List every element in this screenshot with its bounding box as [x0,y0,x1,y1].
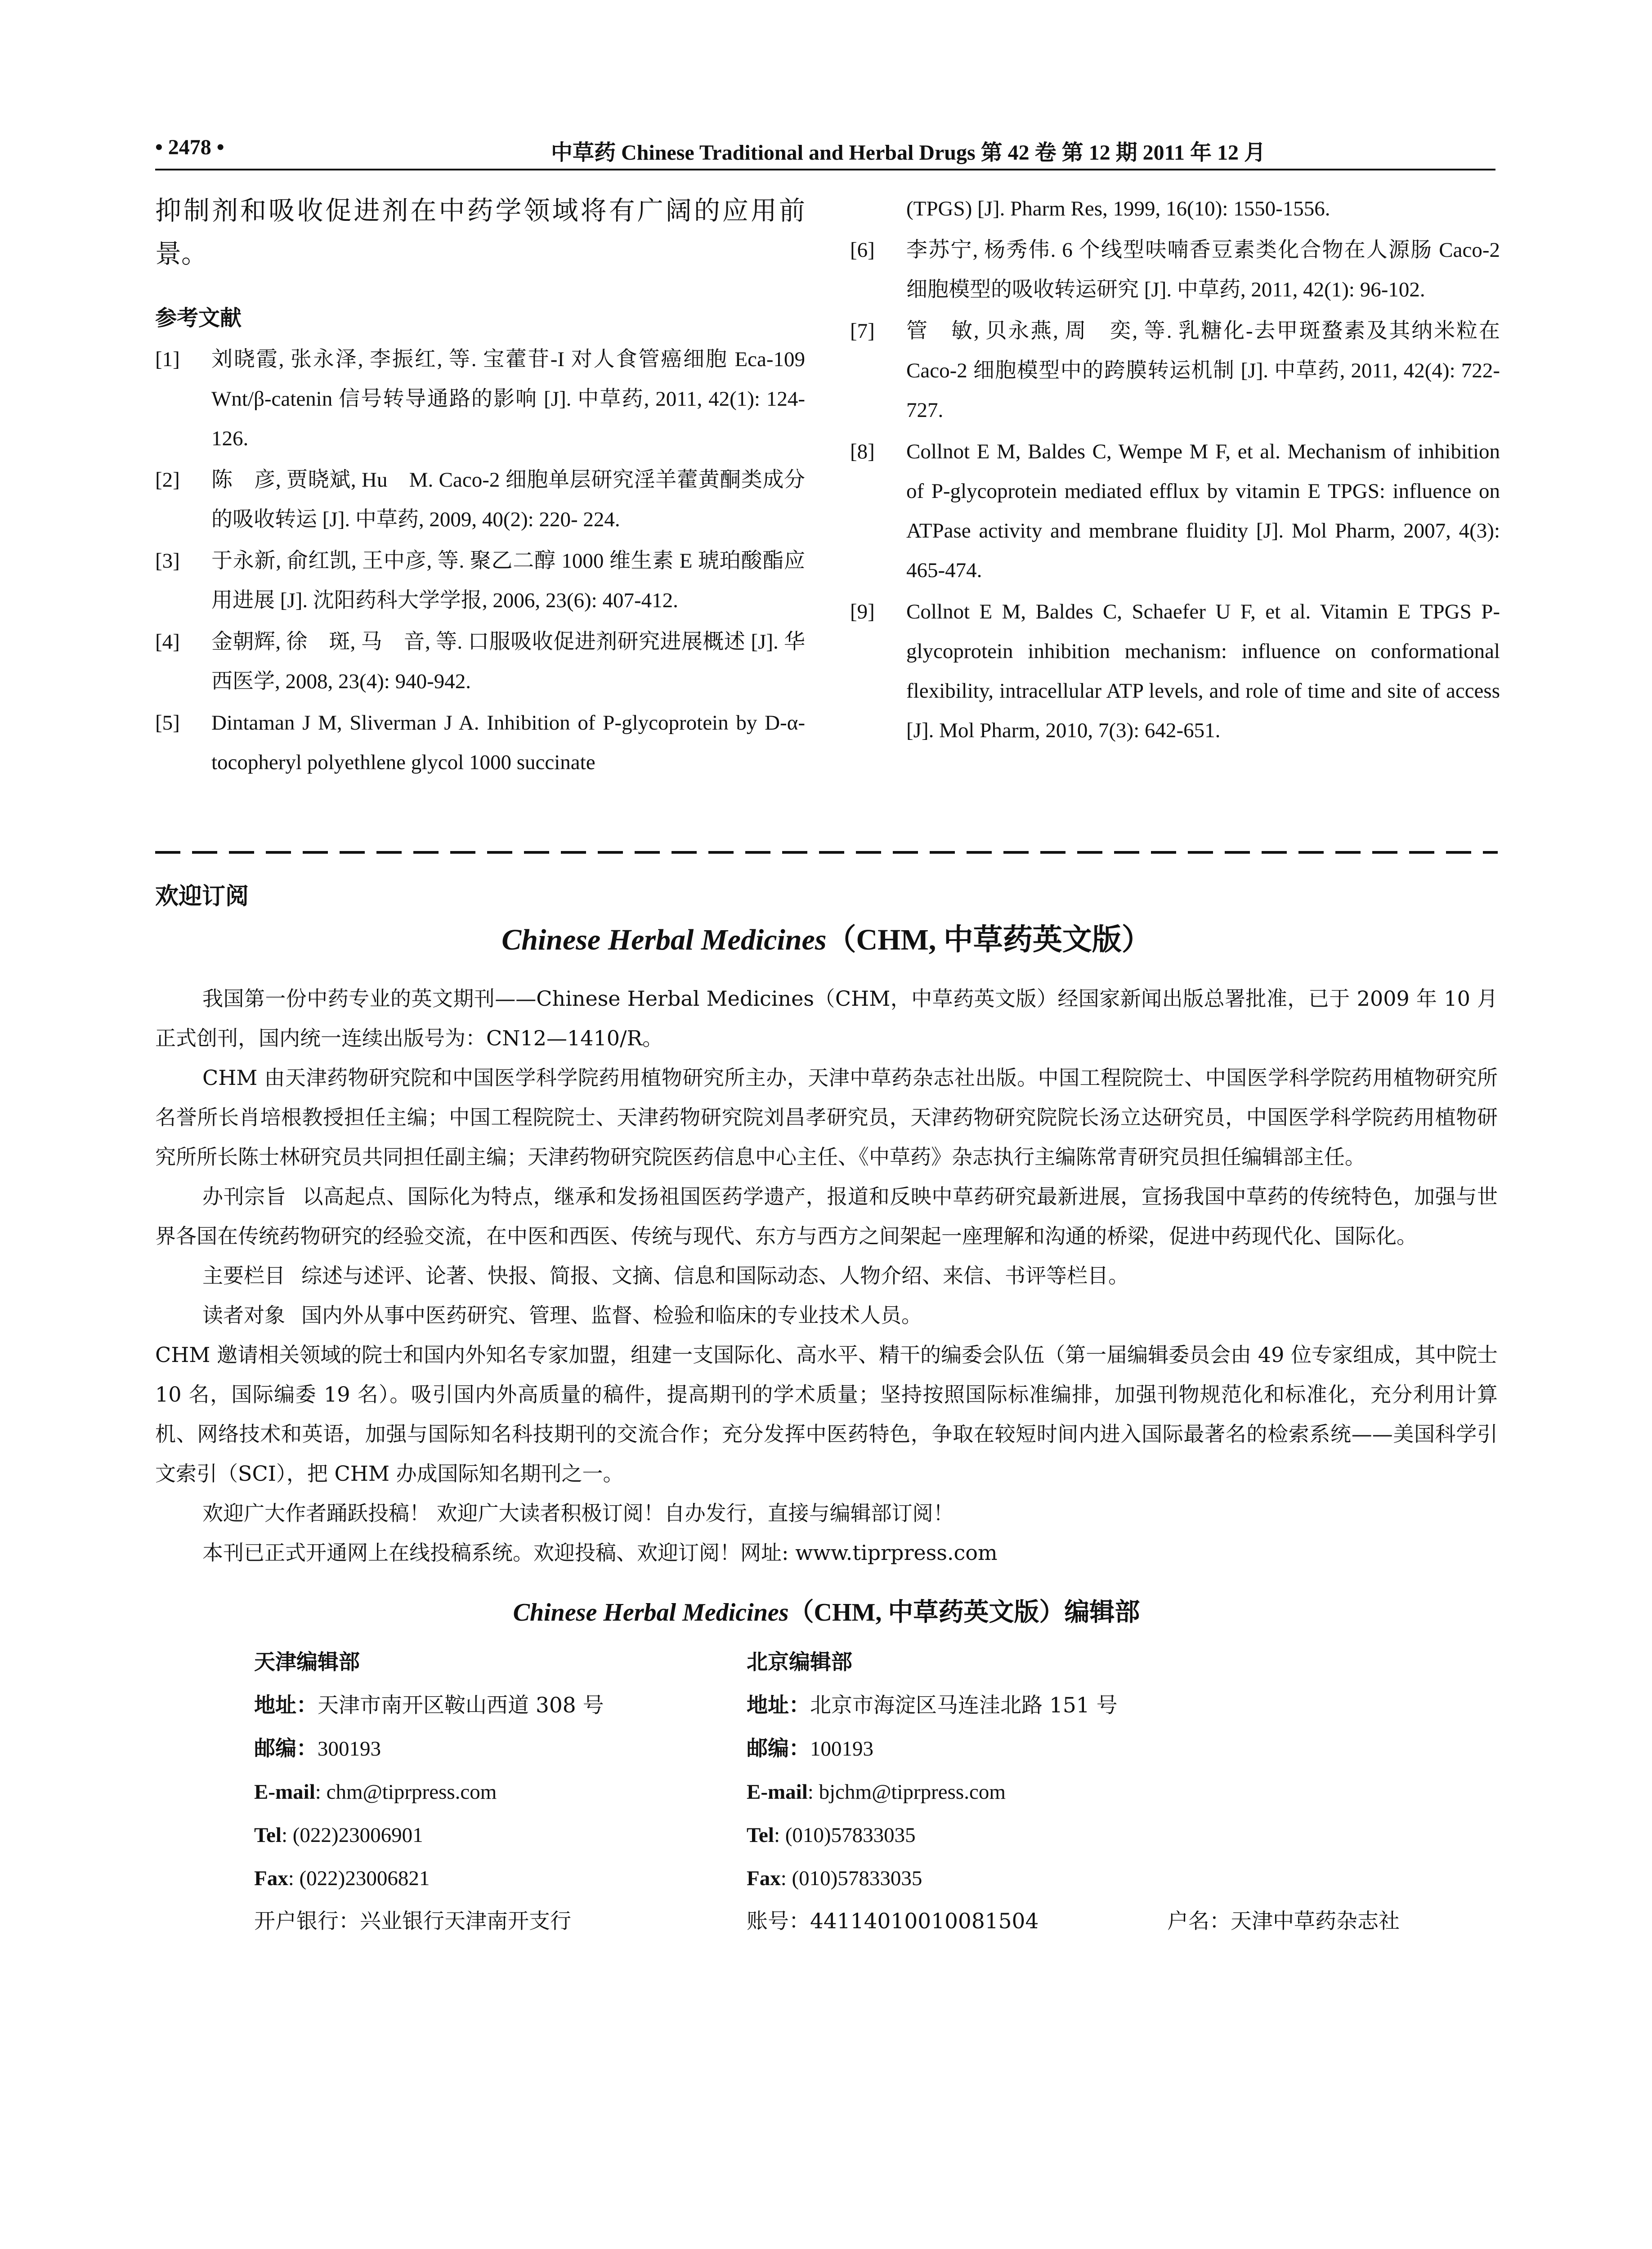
notice-paragraph [155,1058,1498,1177]
reference-text: Collnot E M, Baldes C, Schaefer U F, et al. Vitamin E TPGS P-glycoprotein inhibition mechanism: influence on conformational flexibility, intracellular ATP levels, and role of time and site of access [J]. Mol Pharm, 2010, 7(3): 642-651. [906,600,1500,742]
tianjin-email[interactable]: : chm@tiprpress.com [315,1780,497,1804]
reference-continuation-text: (TPGS) [J]. Pharm Res, 1999, 16(10): 1550-1556. [906,197,1330,220]
reference-item [155,703,805,782]
subscription-notice [155,877,1498,1956]
notice-paragraph-text: 我国第一份中药专业的英文期刊——Chinese Herbal Medicines（CHM，中草药英文版）经国家新闻出版总署批准，已于 2009 年 10 月正式创刊，国内统一连续出版号为：CN12—1410/R。 [155,986,1498,1050]
reference-number: [8] [850,440,875,463]
tianjin-fax: : (022)23006821 [288,1867,430,1890]
reference-item [155,460,805,539]
notice-paragraph [155,1295,1498,1335]
tianjin-tel: : (022)23006901 [281,1823,423,1847]
postcode-label: 邮编： [747,1736,810,1761]
notice-paragraph-text: 本刊已正式开通网上在线投稿系统。欢迎投稿、欢迎订阅！网址: www.tiprpress.com [202,1541,998,1565]
page-number: • 2478 • [155,135,224,159]
reference-number: [9] [850,600,875,623]
contact-block [155,1641,1498,1956]
header-rule [155,169,1495,170]
notice-title [155,915,1498,958]
bank-line [254,1900,1400,1943]
left-column [155,189,805,784]
fax-label: Fax [747,1867,781,1890]
notice-paragraph-text: 以高起点、国际化为特点，继承和发扬祖国医药学遗产，报道和反映中草药研究最新进展，宣扬我国中草药的传统特色，加强与世界各国在传统药物研究的经验交流，在中医和西医、传统与现代、东方与西方之间架起一座理解和沟通的桥梁，促进中药现代化、国际化。 [155,1184,1498,1248]
postcode-label: 邮编： [254,1736,318,1761]
notice-paragraph [155,979,1498,1058]
welcome-heading: 欢迎订阅 [155,883,249,910]
account-holder: 天津中草药杂志社 [1231,1909,1400,1934]
reference-item [850,592,1500,750]
notice-paragraph-text: 欢迎广大作者踊跃投稿！ 欢迎广大读者积极订阅！自办发行，直接与编辑部订阅！ [202,1501,954,1525]
references-heading: 参考文献 [155,305,242,331]
bank-name: 兴业银行天津南开支行 [360,1909,571,1934]
reference-text: 管 敏, 贝永燕, 周 奕, 等. 乳糖化-去甲斑蝥素及其纳米粒在 Caco-2 细胞模型中的跨膜转运机制 [J]. 中草药, 2011, 42(4): 722-727. [906,319,1500,422]
email-label: E-mail [747,1780,808,1804]
reference-text: Dintaman J M, Sliverman J A. Inhibition of P-glycoprotein by D-α-tocopheryl polyethlene glycol 1000 succinate [211,711,805,774]
email-label: E-mail [254,1780,315,1804]
notice-paragraph [155,1335,1498,1493]
beijing-fax: : (010)57833035 [780,1867,922,1890]
reference-number: [2] [155,468,180,492]
holder-label: 户名： [1167,1909,1231,1934]
tianjin-postcode: 300193 [318,1737,381,1761]
notice-paragraph [155,1256,1498,1295]
tianjin-office [254,1641,604,1900]
reference-item [850,230,1500,309]
beijing-tel: : (010)57833035 [774,1823,916,1847]
beijing-office [747,1641,1118,1900]
journal-title: 中草药 Chinese Traditional and Herbal Drugs 第 42 卷 第 12 期 2011 年 12 月 [551,141,1266,165]
beijing-email[interactable]: : bjchm@tiprpress.com [807,1780,1006,1804]
office-title-chinese: （CHM, 中草药英文版）编辑部 [788,1599,1140,1626]
reference-item [155,622,805,701]
reference-text: 刘晓霞, 张永泽, 李振红, 等. 宝藿苷-I 对人食管癌细胞 Eca-109 Wnt/β-catenin 信号转导通路的影响 [J]. 中草药, 2011, 42(1): 124-126. [211,348,805,450]
reference-number: [7] [850,319,875,343]
account-label: 账号： [747,1909,810,1934]
reference-item [850,432,1500,590]
notice-title-chinese: （CHM, 中草药英文版） [826,923,1151,956]
office-title [155,1592,1498,1628]
beijing-office-name: 北京编辑部 [747,1650,852,1675]
tel-label: Tel [254,1823,282,1847]
right-column [850,189,1500,752]
reference-text: Collnot E M, Baldes C, Wempe M F, et al. Mechanism of inhibition of P-glycoprotein mediated efflux by vitamin E TPGS: influence on ATPase activity and membrane fluidity [J]. Mol Pharm, 2007, 4(3): 465-474. [906,440,1500,582]
notice-paragraph [155,1493,1498,1533]
notice-paragraph-text: CHM 邀请相关领域的院士和国内外知名专家加盟，组建一支国际化、高水平、精干的编委会队伍（第一届编辑委员会由 49 位专家组成，其中院士 10 名，国际编委 19 名）。吸引国内外高质量的稿件，提高期刊的学术质量；坚持按照国际标准编排，加强刊物规范化和标准化，充分利用计算机、网络技术和英语，加强与国际知名科技期刊的交流合作；充分发挥中医药特色，争取在较短时间内进入国际最著名的检索系统——美国科学引文索引（SCI），把 CHM 办成国际知名期刊之一。 [155,1343,1498,1486]
paragraph-label: 读者对象 [202,1303,285,1327]
notice-paragraph-text: 综述与述评、论著、快报、简报、文摘、信息和国际动态、人物介绍、来信、书评等栏目。 [301,1263,1129,1288]
beijing-address: 北京市海淀区马连洼北路 151 号 [810,1693,1118,1718]
reference-list-left [155,340,805,782]
reference-item [155,340,805,458]
reference-continuation [850,189,1500,228]
running-header [155,130,1495,166]
reference-number: [5] [155,711,180,735]
address-label: 地址： [747,1693,810,1718]
reference-text: 于永新, 俞红凯, 王中彦, 等. 聚乙二醇 1000 维生素 E 琥珀酸酯应用进展 [J]. 沈阳药科大学学报, 2006, 23(6): 407-412. [211,549,805,612]
fax-label: Fax [254,1867,288,1890]
bank-label: 开户银行： [254,1909,360,1934]
notice-paragraph-text: 国内外从事中医药研究、管理、监督、检验和临床的专业技术人员。 [301,1303,922,1327]
address-label: 地址： [254,1693,318,1718]
dashed-separator [155,851,1498,854]
reference-text: 金朝辉, 徐 斑, 马 音, 等. 口服吸收促进剂研究进展概述 [J]. 华西医学, 2008, 23(4): 940-942. [211,630,805,693]
paragraph-label: 主要栏目 [202,1263,285,1288]
tel-label: Tel [747,1823,774,1847]
notice-title-english: Chinese Herbal Medicines [501,923,827,956]
reference-text: 李苏宁, 杨秀伟. 6 个线型呋喃香豆素类化合物在人源肠 Caco-2 细胞模型的吸收转运研究 [J]. 中草药, 2011, 42(1): 96-102. [906,238,1500,301]
reference-number: [6] [850,238,875,262]
notice-paragraph [155,1177,1498,1256]
paragraph-label: 办刊宗旨 [202,1184,287,1209]
beijing-postcode: 100193 [810,1737,873,1761]
reference-number: [1] [155,348,180,371]
reference-number: [3] [155,549,180,573]
notice-paragraph-text: CHM 由天津药物研究院和中国医学科学院药用植物研究所主办，天津中草药杂志社出版。中国工程院院士、中国医学科学院药用植物研究所名誉所长肖培根教授担任主编；中国工程院院士、天津药物研究院刘昌孝研究员，天津药物研究院院长汤立达研究员，中国医学科学院药用植物研究所所长陈士林研究员共同担任副主编；天津药物研究院医药信息中心主任、《中草药》杂志执行主编陈常青研究员担任编辑部主任。 [155,1066,1498,1169]
notice-paragraph [155,1533,1498,1573]
reference-text: 陈 彦, 贾晓斌, Hu M. Caco-2 细胞单层研究淫羊藿黄酮类成分的吸收转运 [J]. 中草药, 2009, 40(2): 220- 224. [211,468,805,531]
reference-item [155,541,805,620]
account-number: 44114010010081504 [810,1909,1039,1934]
lead-text: 抑制剂和吸收促进剂在中药学领域将有广阔的应用前景。 [155,195,805,269]
reference-number: [4] [155,630,180,654]
office-title-english: Chinese Herbal Medicines [513,1599,789,1626]
tianjin-office-name: 天津编辑部 [254,1650,360,1675]
reference-item [850,311,1500,430]
tianjin-address: 天津市南开区鞍山西道 308 号 [318,1693,604,1718]
